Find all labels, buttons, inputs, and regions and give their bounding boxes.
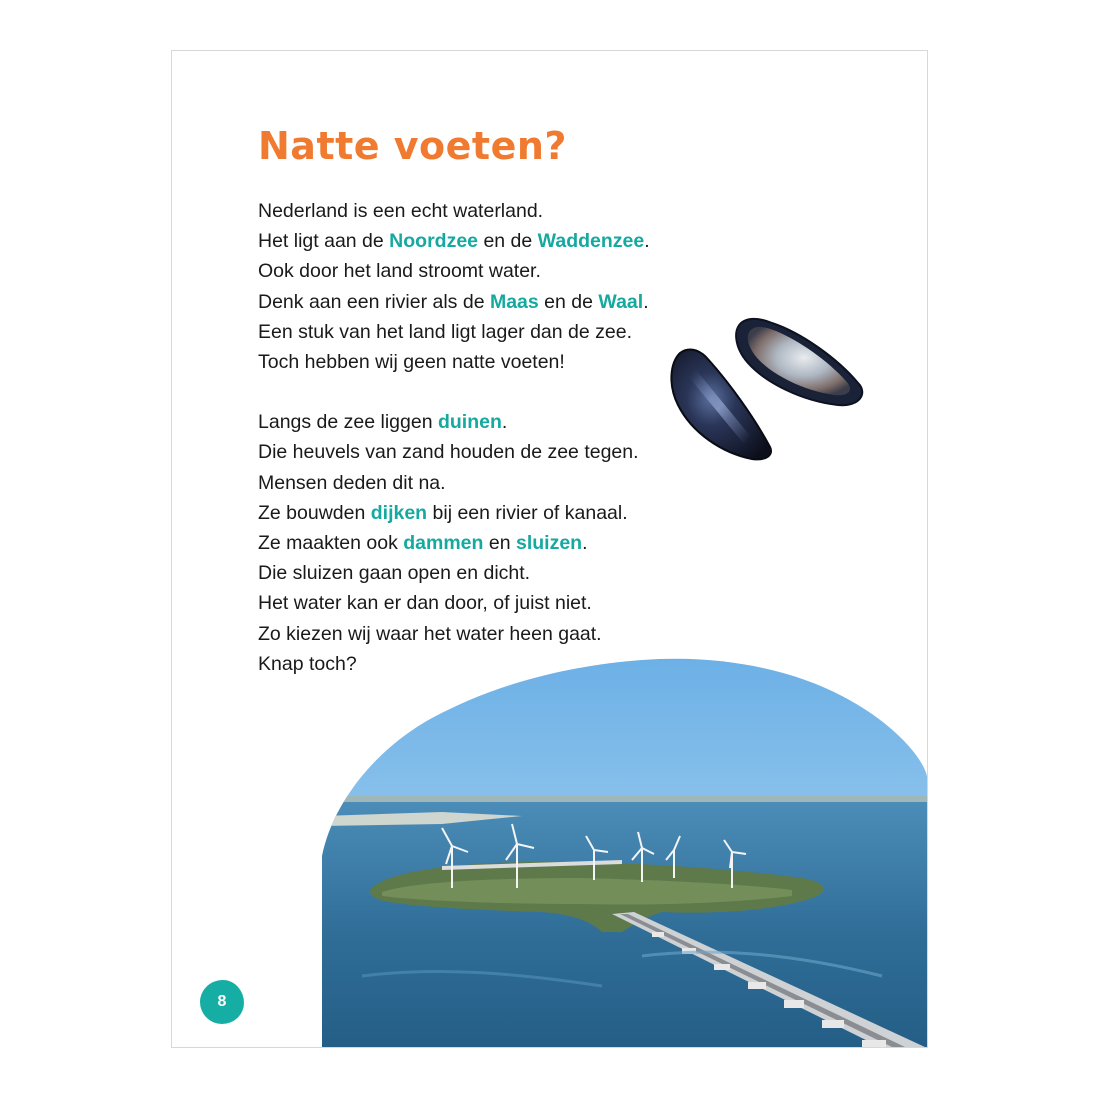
text-line (258, 230, 650, 252)
text-segment: . (644, 230, 650, 253)
text-segment: Ook door het land stroomt water. (258, 260, 541, 283)
text-segment: Het ligt aan de (258, 230, 390, 253)
text-line (258, 200, 543, 222)
page-number-badge: 8 (200, 980, 244, 1024)
text-segment: . (582, 532, 588, 555)
paragraph-2 (258, 407, 718, 679)
text-segment: Een stuk van het land ligt lager dan de zee. (258, 320, 633, 343)
keyword-waal: Waal (598, 290, 644, 313)
text-line (258, 321, 632, 343)
text-line (258, 260, 541, 282)
text-segment: . (643, 290, 649, 313)
text-segment: en (483, 532, 516, 555)
page-title: Natte voeten? (258, 124, 567, 168)
text-segment: bij een rivier of kanaal. (427, 501, 628, 524)
text-line (258, 351, 565, 373)
text-segment: Zo kiezen wij waar het water heen gaat. (258, 622, 602, 645)
text-segment: Ze bouwden (258, 501, 371, 524)
text-line (258, 472, 446, 494)
text-line (258, 291, 649, 313)
body-text (258, 196, 718, 679)
text-segment: Langs de zee liggen (258, 411, 438, 434)
storm-surge-barrier-photo (322, 656, 927, 1048)
text-segment: Knap toch? (258, 652, 357, 675)
text-segment: Denk aan een rivier als de (258, 290, 490, 313)
keyword-maas: Maas (489, 290, 539, 313)
text-segment: en de (538, 290, 599, 313)
text-line (258, 623, 602, 645)
keyword-dammen: dammen (403, 532, 484, 555)
text-segment: Mensen deden dit na. (258, 471, 446, 494)
paragraph-1 (258, 196, 718, 377)
text-segment: en de (478, 230, 538, 253)
book-page (171, 50, 928, 1048)
text-segment: Die heuvels van zand houden de zee tegen. (258, 441, 639, 464)
text-segment: Het water kan er dan door, of juist niet. (258, 592, 592, 615)
text-line (258, 441, 639, 463)
text-segment: Die sluizen gaan open en dicht. (258, 562, 531, 585)
text-segment: Ze maakten ook (258, 532, 404, 555)
keyword-duinen: duinen (437, 411, 502, 434)
text-line (258, 502, 628, 524)
keyword-waddenzee: Waddenzee (537, 230, 645, 253)
text-line (258, 532, 588, 554)
text-segment: Nederland is een echt waterland. (258, 200, 544, 222)
text-line (258, 592, 592, 614)
text-segment: . (501, 411, 508, 434)
keyword-sluizen: sluizen (515, 532, 583, 555)
text-segment: Toch hebben wij geen natte voeten! (258, 351, 565, 374)
keyword-dijken: dijken (370, 501, 428, 524)
text-line (258, 411, 507, 433)
text-line (258, 562, 530, 584)
keyword-noordzee: Noordzee (389, 230, 479, 253)
mussel-shells-image (662, 313, 872, 463)
